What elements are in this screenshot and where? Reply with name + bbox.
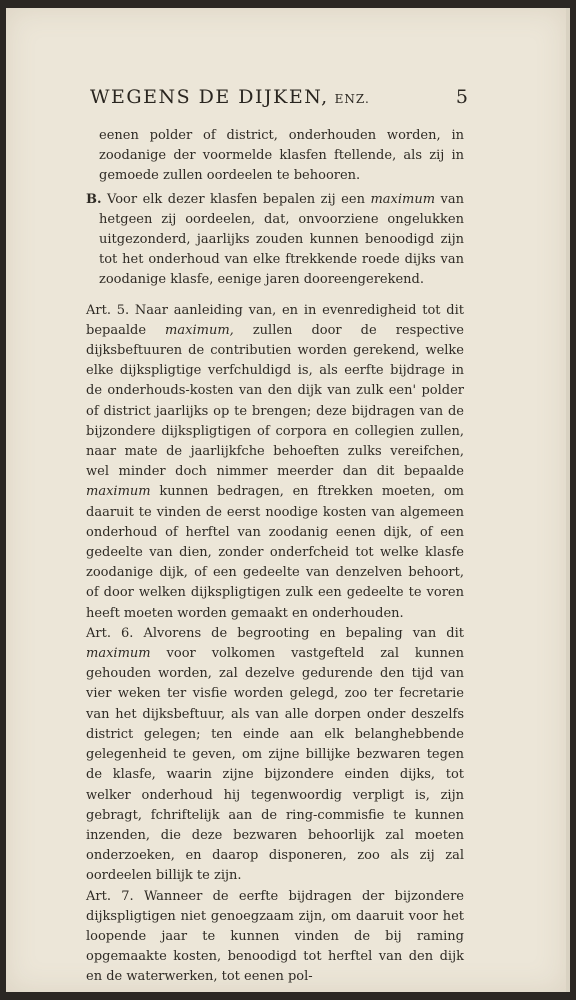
running-head xyxy=(90,86,370,108)
page-header xyxy=(90,86,468,116)
running-title: WEGENS DE DIJKEN, xyxy=(90,86,329,108)
article-7-label: Art. 7. xyxy=(86,888,134,904)
running-suffix: ENZ. xyxy=(334,92,370,106)
article-5-text-1: Naar aanleiding van, en in evenredigheid tot dit bepaalde xyxy=(86,302,464,338)
continued-paragraph: eenen polder of district, onderhouden worden, in zoodanige der voormelde klasfen ftellende, als zij in gemoede zullen oordeelen te behooren. xyxy=(99,128,464,184)
page-number: 5 xyxy=(455,86,468,108)
article-5 xyxy=(86,301,464,624)
paragraph-b-text-1: Voor elk dezer klasfen bepalen zij een xyxy=(107,191,365,207)
article-5-italic-1: maximum, xyxy=(165,322,234,338)
article-5-label: Art. 5. xyxy=(86,302,130,318)
article-5-italic-2: maximum xyxy=(86,484,151,500)
article-5-text-2: zullen door de respective dijksbeftuuren de contributien worden gerekend, welke elke dijkspligtige verfchuldigd is, als eerfte bijdrage in de onderhouds-kosten van den dijk van zulk een' polder of district jaarlijks op te brengen; deze bijdragen van de bijzondere dijkspligtigen of corpora en collegien zullen, naar mate de jaarlijkfche behoeften zulks vereifchen, wel minder doch nimmer meerder dan dit bepaalde xyxy=(86,322,464,480)
article-7 xyxy=(86,887,464,988)
article-6 xyxy=(86,624,464,887)
body-text xyxy=(86,126,464,988)
article-7-text: Wanneer de eerfte bijdragen der bijzondere dijkspligtigen niet genoegzaam zijn, om daaruit voor het loopende jaar te kunnen vinden de bij raming opgemaakte kosten, benoodigd tot herftel van den dijk en de waterwerken, tot eenen pol- xyxy=(86,888,464,985)
article-6-italic: maximum xyxy=(86,646,151,662)
paragraph-b-text-2: van hetgeen zij oordeelen, dat, onvoorziene ongelukken uitgezonderd, jaarlijks zouden kunnen benoodigd zijn tot het onderhoud van elke ftrekkende roede dijks van zoodanige klasfe, eenige jaren dooreengerekend. xyxy=(99,191,465,288)
article-6-text-2: voor volkomen vastgefteld zal kunnen gehouden worden, zal dezelve gedurende den tijd van vier weken ter visfie worden gelegd, zoo ter fecretarie van het dijksbeftuur, als van alle dorpen onder deszelfs district gelegen; ten einde aan elk belanghebbende gelegenheid te geven, om zijne billijke bezwaren tegen de klasfe, waarin zijne bijzondere einden dijks, tot welker onderhoud hij tegenwoordig verpligt is, zijn gebragt, fchriftelijk aan de ring-commisfie te kunnen inzenden, die deze bezwaren behoorlijk zal moeten onderzoeken, en daarop disponeren, zoo als zij zal oordeelen billijk te zijn. xyxy=(86,646,464,884)
book-page xyxy=(6,8,570,992)
article-6-label: Art. 6. xyxy=(86,625,134,641)
paragraph-b-label: B. xyxy=(86,191,102,207)
article-5-text-3: kunnen bedragen, en ftrekken moeten, om daaruit te vinden de eerst noodige kosten van algemeen onderhoud of herftel van zoodanig eenen dijk, of een gedeelte van dien, zonder onderfcheid tot welke klasfe zoodanige dijk, of een gedeelte van denzelven behoort, of door welken dijkspligtigen zulk een gedeelte te voren heeft moeten worden gemaakt en onderhouden. xyxy=(86,484,464,621)
paragraph-b-italic: maximum xyxy=(370,191,436,207)
article-6-text-1: Alvorens de begrooting en bepaling van dit xyxy=(143,625,464,641)
paragraph-b xyxy=(86,190,464,291)
